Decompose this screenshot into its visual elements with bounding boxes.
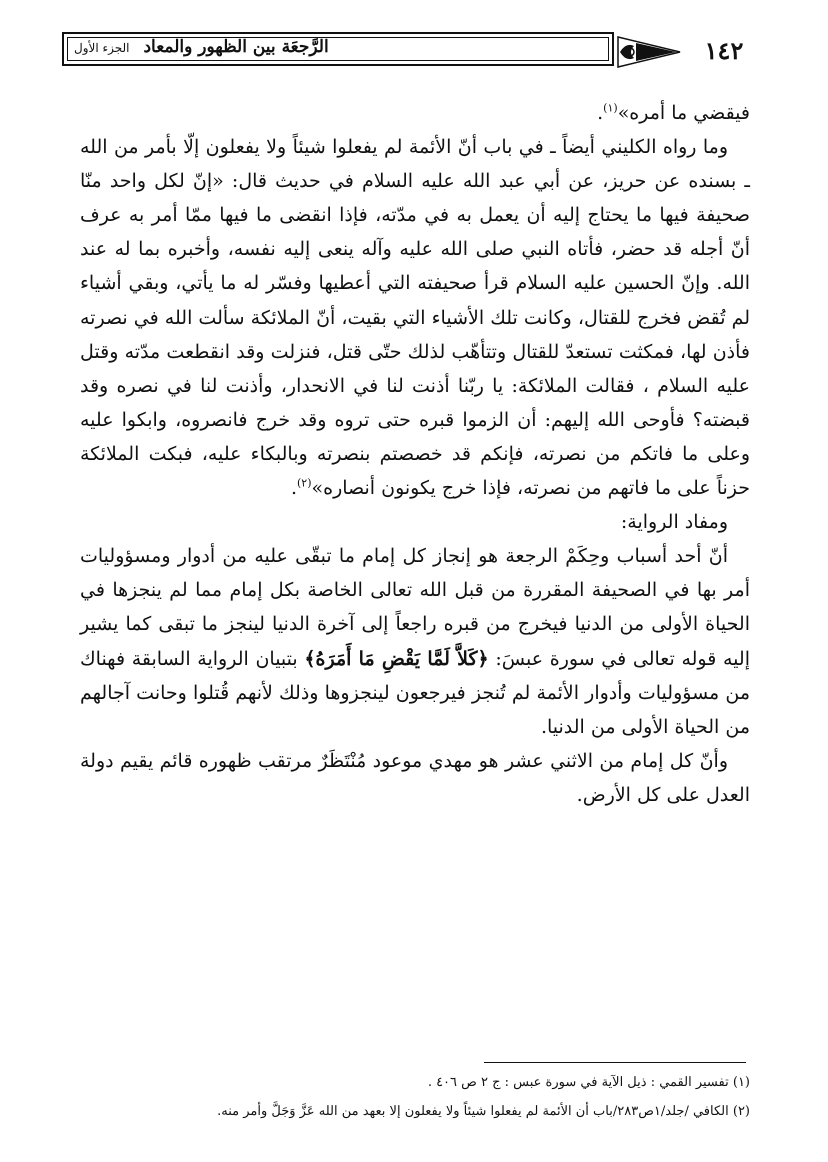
paragraph-4: أنّ أحد أسباب وحِكَمْ الرجعة هو إنجاز كل إمام ما تبقّى عليه من أدوار ومسؤوليات أمر بها في الصحيفة المقررة من قبل الله تعالى الخاصة بكل إمام مما لم ينجزها في الحياة الأولى من الدنيا فيخرج من قبره راجعاً إلى آخرة الدنيا لينجز ما تبقى كما يشير إليه قوله تعالى في سورة عبسَ: ﴿كَلاَّ لَمَّا يَقْضِ مَا أَمَرَهُ﴾ بتبيان الرواية السابقة فهناك من مسؤوليات وأدوار الأئمة لم تُنجز فيرجعون لينجزوها وذلك لأنهم قُتلوا وحانت آجالهم من الحياة الأولى من الدنيا. — [80, 545, 750, 738]
footnotes — [80, 1068, 750, 1126]
quran-verse: ﴿كَلاَّ لَمَّا يَقْضِ مَا أَمَرَهُ﴾ — [304, 647, 489, 670]
main-text — [80, 96, 750, 812]
paragraph-2: وما رواه الكليني أيضاً ـ في باب أنّ الأئمة لم يفعلوا شيئاً ولا يفعلون إلّا بأمر من الله ـ بسنده عن حريز، عن أبي عبد الله عليه السلام في حديث قال: «إنّ لكل واحد منّا صحيفة فيها ما يحتاج إليه أن يعمل به في مدّته، فإذا انقضى ما فيها ممّا أمر به عرف أنّ أجله قد حضر، فأتاه النبي صلى الله عليه وآله ينعى إليه نفسه، وأخبره بما له عند الله. وإنّ الحسين عليه السلام قرأ صحيفته التي أعطيها وفسّر له ما يأتي، وبقي أشياء لم تُقض فخرج للقتال، وكانت تلك الأشياء التي بقيت، أنّ الملائكة سألت الله في نصرته فأذن لها، فمكثت تستعدّ للقتال وتتأهّب لذلك حتّى قتل، فنزلت وقد انقطعت مدّته وقتل عليه السلام ، فقالت الملائكة: يا ربّنا أذنت لنا في الانحدار، وأذنت لنا في نصره وقد قبضته؟ فأوحى الله إليهم: أن الزموا قبره حتى تروه وقد خرج فانصروه، وابكوا عليه وعلى ما فاتكم من نصرته، فإنكم قد خصصتم بنصرته وبالبكاء عليه، فبكت الملائكة حزناً على ما فاتهم من نصرته، فإذا خرج يكونون أنصاره»$^{(٢)}$. — [80, 136, 750, 500]
volume-label: الجزء الأول — [74, 41, 130, 55]
footnote-separator — [484, 1062, 746, 1063]
footnote-ref-1: (١) — [603, 101, 618, 115]
header-ornament-icon — [616, 33, 682, 71]
paragraph-5: وأنّ كل إمام من الاثني عشر هو مهدي موعود مُنْتَظَرٌ مرتقب ظهوره قائم يقيم دولة العدل على كل الأرض. — [80, 749, 750, 806]
page-number: ١٤٢ — [704, 36, 744, 65]
running-title-frame — [62, 32, 614, 66]
paragraph-1: فيقضي ما أمره»$^{(١)}$. — [597, 101, 750, 124]
paragraph-3: ومفاد الرواية: — [620, 511, 728, 534]
running-title — [74, 37, 329, 57]
footnote-1: (١) تفسير القمي : ذيل الآية في سورة عبس : ج ٢ ص ٤٠٦ . — [427, 1075, 750, 1090]
footnote-ref-2: (٢) — [296, 476, 312, 490]
book-title: الرَّجعَة بين الظهور والمعاد — [143, 37, 329, 57]
footnote-2: (٢) الكافي /جلد/١ص٢٨٣/باب أن الأئمة لم يفعلوا شيئاً ولا يفعلون إلا بعهد من الله عَزَّ وَجَلَّ وأمر منه. — [217, 1104, 750, 1119]
page-header — [62, 30, 764, 72]
